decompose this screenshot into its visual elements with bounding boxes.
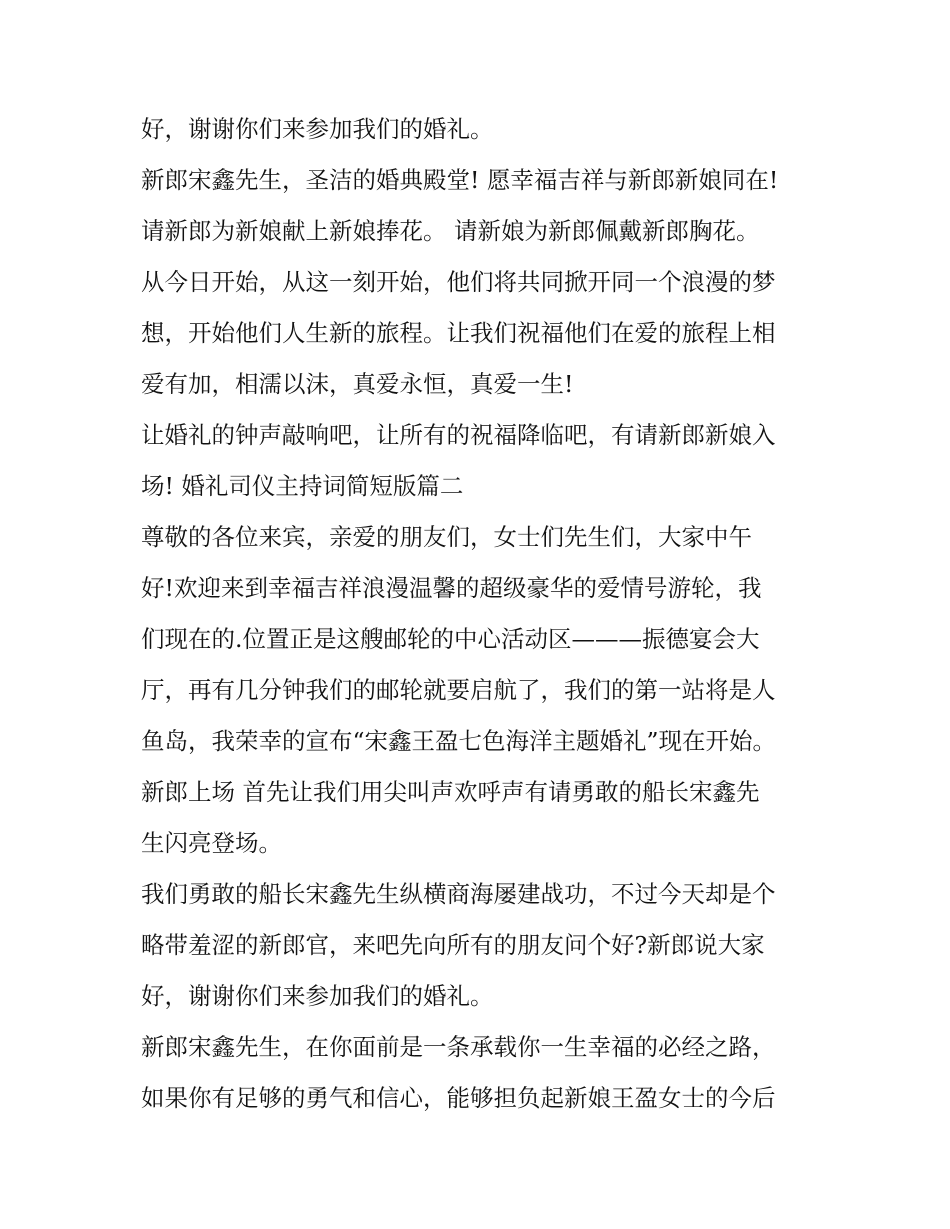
text-line: 爱有加，相濡以沫，真爱永恒，真爱一生!	[141, 370, 574, 398]
text-line: 我们勇敢的船长宋鑫先生纵横商海屡建战功，不过今天却是个	[141, 880, 776, 908]
text-line: 新郎宋鑫先生，圣洁的婚典殿堂! 愿幸福吉祥与新郎新娘同在!	[141, 166, 779, 194]
text-line: 好，谢谢你们来参加我们的婚礼。	[141, 115, 494, 143]
text-line: 从今日开始，从这一刻开始，他们将共同掀开同一个浪漫的梦	[141, 268, 776, 296]
text-line: 想，开始他们人生新的旅程。让我们祝福他们在爱的旅程上相	[141, 319, 776, 347]
text-line: 们现在的.位置正是这艘邮轮的中心活动区———振德宴会大	[141, 625, 760, 653]
section-heading-line: 场! 婚礼司仪主持词简短版篇二	[141, 472, 464, 500]
text-line: 新郎宋鑫先生，在你面前是一条承载你一生幸福的必经之路，	[141, 1033, 776, 1061]
text-line: 好!欢迎来到幸福吉祥浪漫温馨的超级豪华的爱情号游轮，我	[141, 574, 762, 602]
text-line: 好，谢谢你们来参加我们的婚礼。	[141, 982, 494, 1010]
text-line: 如果你有足够的勇气和信心，能够担负起新娘王盈女士的今后	[141, 1084, 776, 1112]
text-line: 尊敬的各位来宾，亲爱的朋友们，女士们先生们，大家中午	[141, 523, 752, 551]
text-line: 让婚礼的钟声敲响吧，让所有的祝福降临吧，有请新郎新娘入	[141, 421, 776, 449]
text-line: 请新郎为新娘献上新娘捧花。 请新娘为新郎佩戴新郎胸花。	[141, 217, 760, 245]
text-line: 鱼岛，我荣幸的宣布“宋鑫王盈七色海洋主题婚礼”现在开始。	[141, 727, 777, 755]
text-line: 生闪亮登场。	[141, 829, 282, 857]
text-line: 厅，再有几分钟我们的邮轮就要启航了，我们的第一站将是人	[141, 676, 776, 704]
text-line: 新郎上场 首先让我们用尖叫声欢呼声有请勇敢的船长宋鑫先	[141, 778, 760, 806]
text-line: 略带羞涩的新郎官，来吧先向所有的朋友问个好?新郎说大家	[141, 931, 765, 959]
